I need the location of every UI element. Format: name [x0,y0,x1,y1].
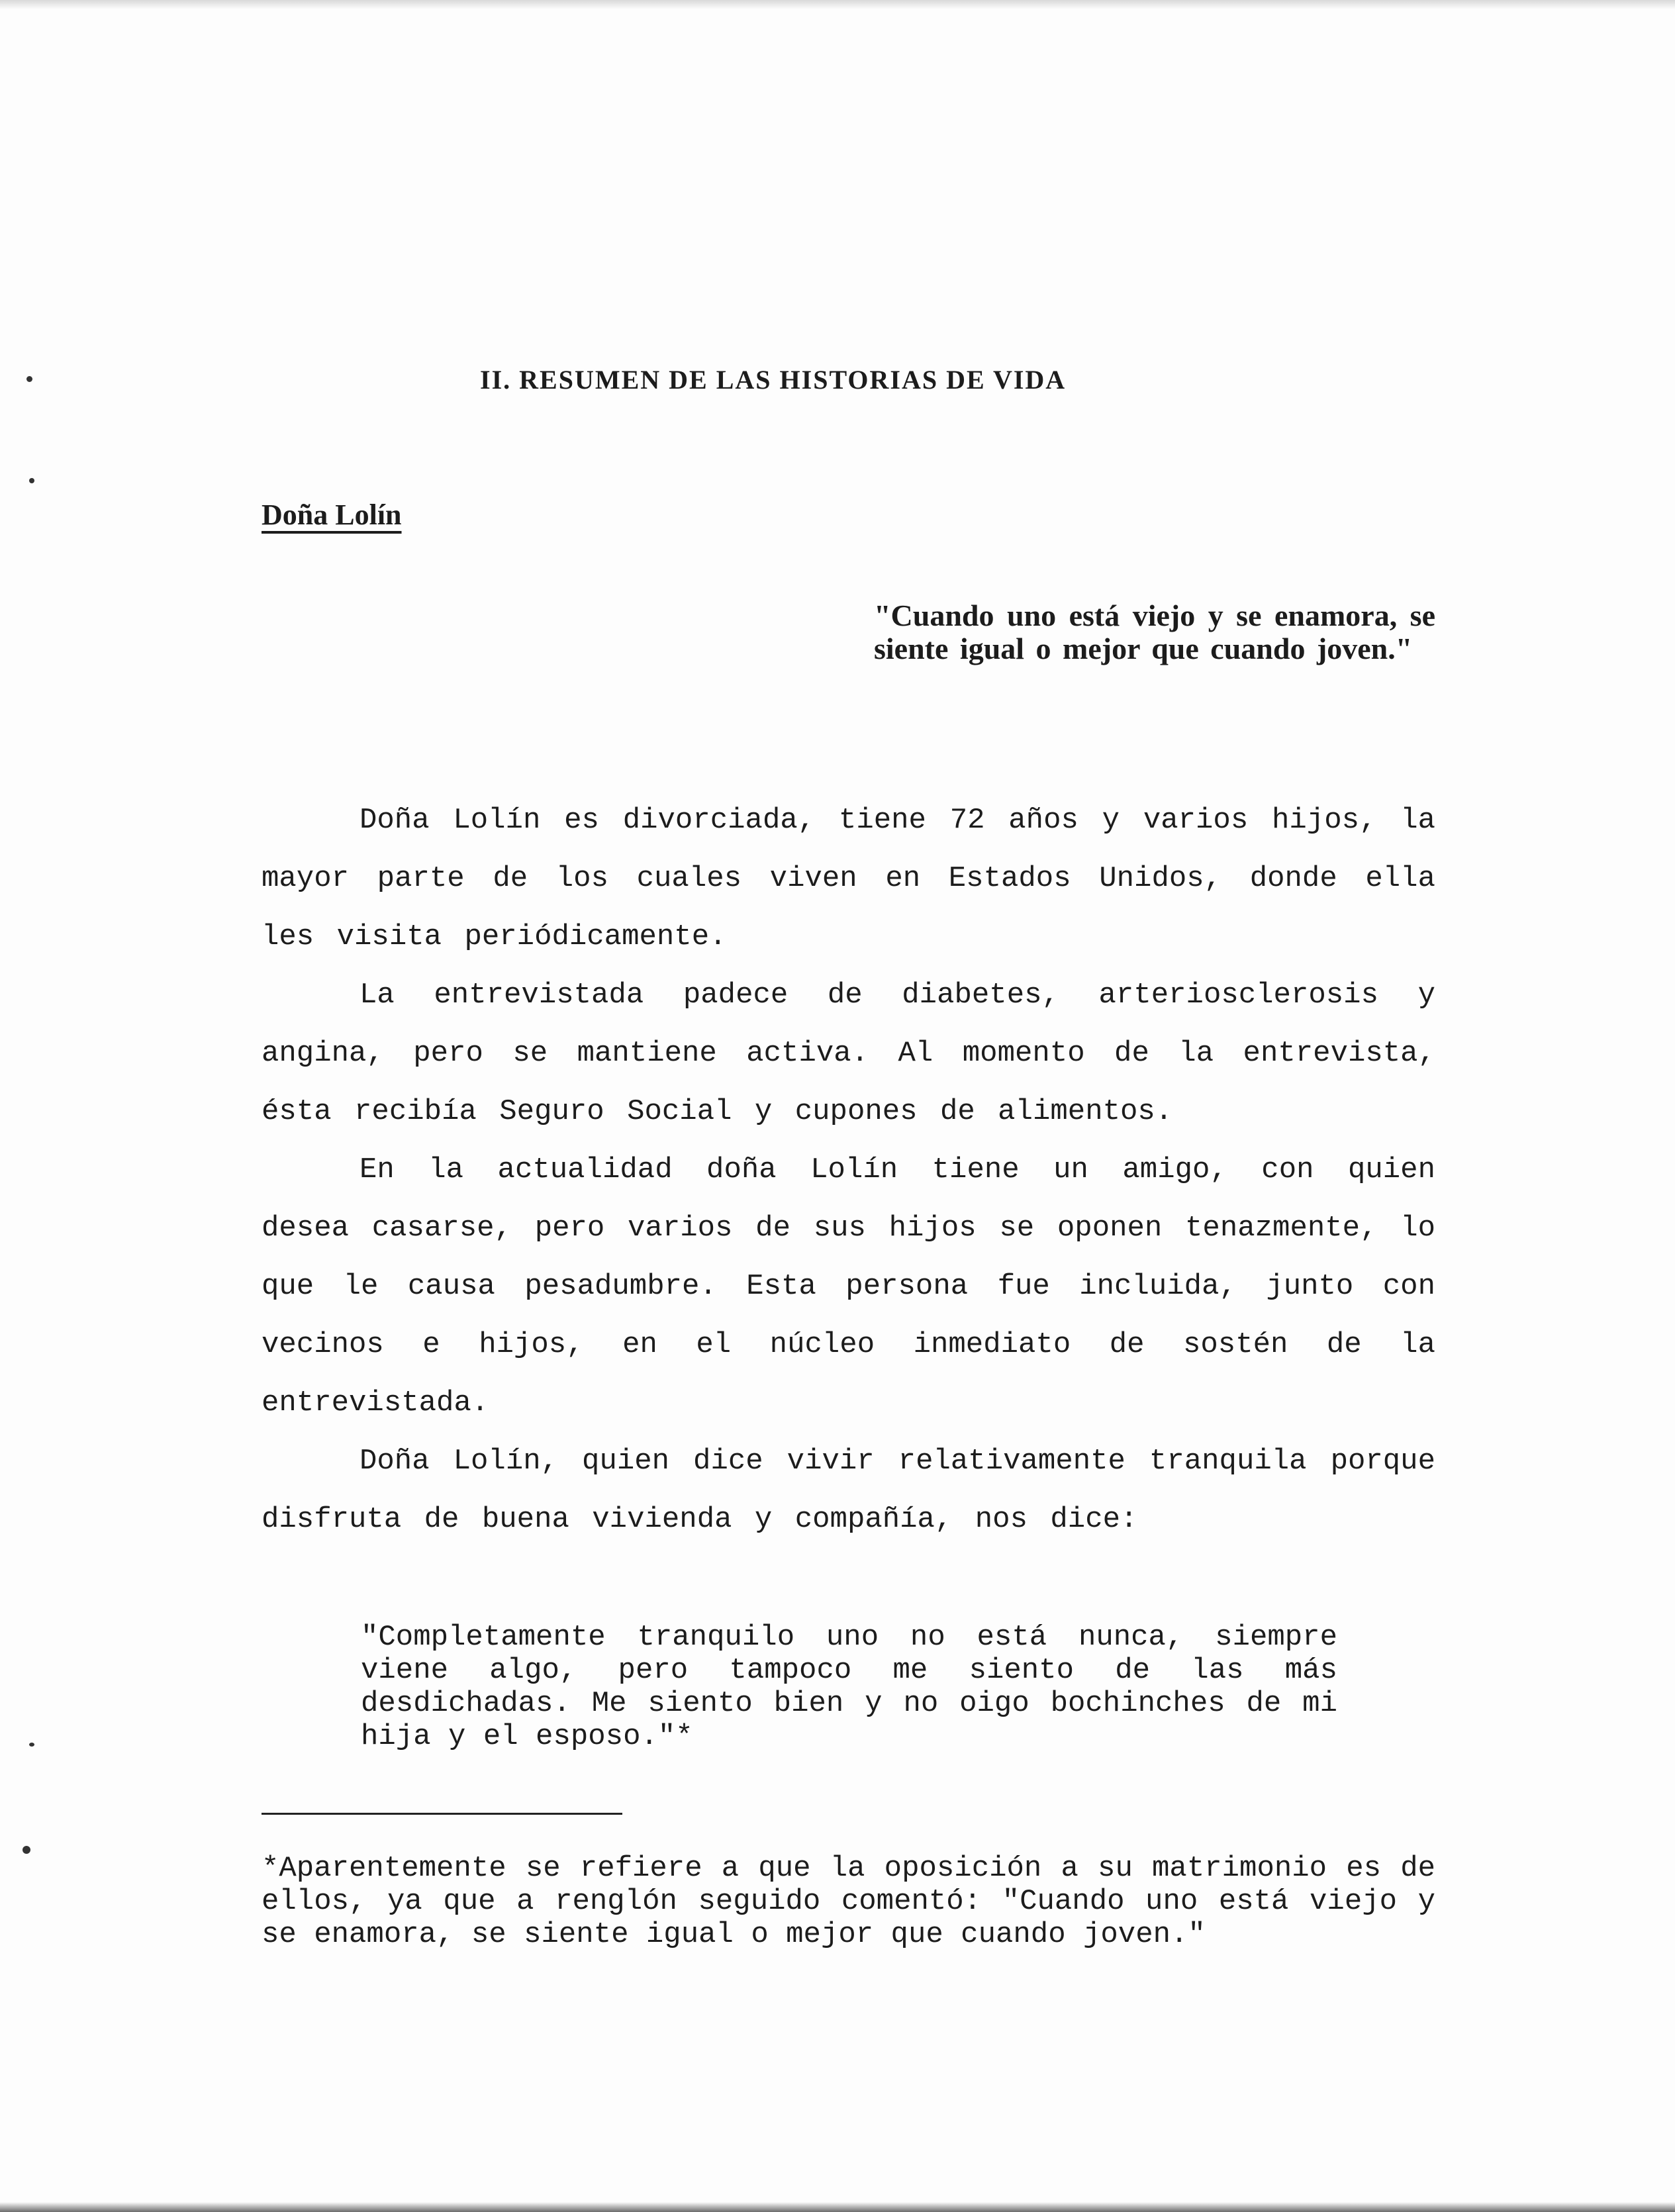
paragraph: Doña Lolín, quien dice vivir relativamente tranquila porque disfruta de buena vivienda y compañía, nos dice: [262,1445,1435,1536]
scan-speck [29,1743,34,1747]
scan-bottom-edge [0,2202,1675,2212]
footnote-divider [262,1813,622,1815]
body-text [262,791,1435,1549]
scan-speck [23,1846,30,1854]
paragraph: Doña Lolín es divorciada, tiene 72 años y varios hijos, la mayor parte de los cuales viven en Estados Unidos, donde ella les visita periódicamente. [262,804,1435,953]
scan-speck [26,376,32,382]
epigraph-quote: "Cuando uno está viejo y se enamora, se siente igual o mejor que cuando joven." [874,599,1435,665]
paragraph: En la actualidad doña Lolín tiene un amigo, con quien desea casarse, pero varios de sus hijos se oponen tenazmente, lo que le causa pesadumbre. Esta persona fue incluida, junto con vecinos e hijos, en el núcleo inmediato de sostén de la entrevistada. [262,1153,1435,1419]
page-title: II. RESUMEN DE LAS HISTORIAS DE VIDA [480,365,1067,395]
block-quote: "Completamente tranquilo uno no está nunca, siempre viene algo, pero tampoco me siento de las más desdichadas. Me siento bien y no oigo bochinches de mi hija y el esposo."* [361,1621,1337,1753]
footnote: *Aparentemente se refiere a que la oposición a su matrimonio es de ellos, ya que a renglón seguido comentó: "Cuando uno está viejo y se enamora, se siente igual o mejor que cuando joven." [262,1852,1435,1951]
scan-top-edge [0,0,1675,9]
paragraph: La entrevistada padece de diabetes, arteriosclerosis y angina, pero se mantiene activa. Al momento de la entrevista, ésta recibía Seguro Social y cupones de alimentos. [262,979,1435,1128]
scan-speck [29,478,34,483]
section-heading: Doña Lolín [262,499,402,531]
